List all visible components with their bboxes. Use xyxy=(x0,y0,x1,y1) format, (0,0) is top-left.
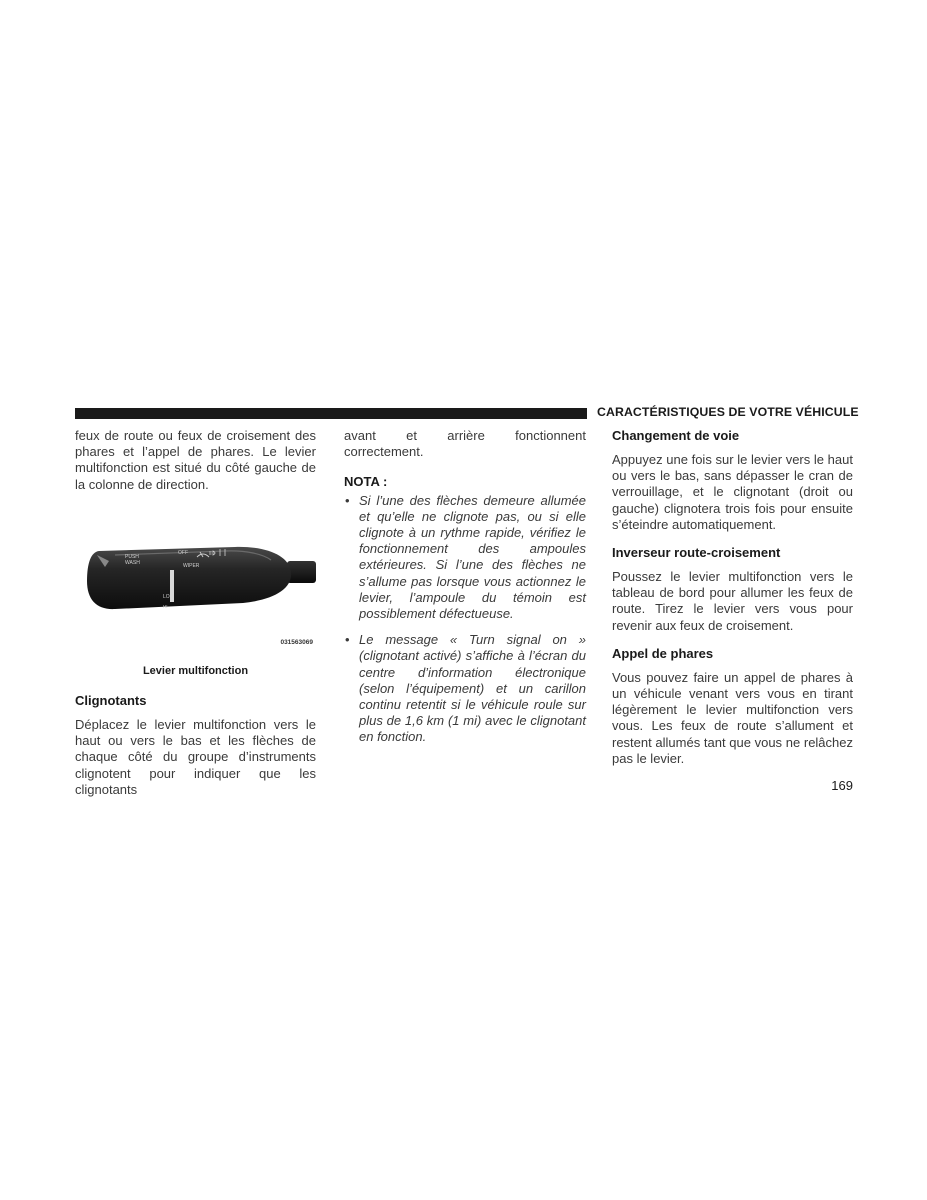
heading-appel-de-phares: Appel de phares xyxy=(612,645,714,661)
multifunction-lever-illustration xyxy=(75,545,316,645)
column-2 xyxy=(344,428,586,756)
figure-code: 031563069 xyxy=(280,638,313,646)
header-rule xyxy=(75,408,587,419)
multifunction-lever-figure xyxy=(75,545,316,645)
fig-label-wash: WASH xyxy=(125,559,140,566)
intro-paragraph: feux de route ou feux de croisement des phares et l’appel de phares. Le levier multifonction est situé du côté gauche de la colonne de direction. xyxy=(75,428,316,492)
column-1 xyxy=(75,428,316,798)
section-title: CARACTÉRISTIQUES DE VOTRE VÉHICULE xyxy=(597,405,859,419)
column-3 xyxy=(612,428,853,779)
nota-heading: NOTA : xyxy=(344,474,388,490)
fig-label-push: PUSH xyxy=(125,553,139,560)
nota-item xyxy=(344,493,586,623)
bullet-icon: • xyxy=(345,492,350,508)
heading-changement-de-voie: Changement de voie xyxy=(612,428,740,443)
bullet-icon: • xyxy=(345,632,350,648)
heading-inverseur: Inverseur route-croisement xyxy=(612,545,781,561)
heading-clignotants: Clignotants xyxy=(75,693,147,709)
nota-item-text: Le message « Turn signal on » (clignotant activé) s’affiche à l’écran du centre d’information électronique (selon l’équipement) et un carillon continu retentit si le véhicule roule sur plus de 1,6 km (1 mi) avec le clignotant en fonction. xyxy=(359,632,586,745)
figure-caption: Levier multifonction xyxy=(142,664,249,677)
page-number: 169 xyxy=(831,778,853,793)
fig-label-hi: HI xyxy=(163,603,168,609)
inverseur-paragraph: Poussez le levier multifonction vers le tableau de bord pour allumer les feux de route. Tirez le levier vers vous pour revenir aux feux de croisement. xyxy=(612,569,853,633)
nota-item-text: Si l’une des flèches demeure allumée et qu’elle ne clignote pas, ou si elle clignote à un rythme rapide, vérifiez le fonctionnement des ampoules extérieures. Si l’une des flèches ne s’allume pas lorsque vous actionnez le levier, l’ampoule du témoin est possiblement défectueuse. xyxy=(359,492,586,622)
clignotants-paragraph: Déplacez le levier multifonction vers le haut ou vers le bas et les flèches de chaque côté du groupe d’instruments clignotent pour indiquer que les clignotants xyxy=(75,717,316,797)
fig-label-off: OFF xyxy=(178,549,188,556)
changement-de-voie-paragraph: Appuyez une fois sur le levier vers le haut ou vers le bas, sans dépasser le cran de verrouillage, et le clignotant (droit ou gauche) clignotera trois fois pour ensuite s’éteindre automatiquement. xyxy=(612,452,853,532)
continuation-paragraph: avant et arrière fonctionnent correctement. xyxy=(344,428,586,460)
fig-label-wiper: WIPER xyxy=(183,562,200,569)
fig-label-lo: LO xyxy=(163,593,170,600)
appel-de-phares-paragraph: Vous pouvez faire un appel de phares à un véhicule venant vers vous en tirant légèrement le levier multifonction vers vous. Les feux de route s’allument et restent allumés tant que vous ne relâchez pas le levier. xyxy=(612,669,853,766)
nota-list xyxy=(344,493,586,746)
nota-item xyxy=(344,632,586,745)
